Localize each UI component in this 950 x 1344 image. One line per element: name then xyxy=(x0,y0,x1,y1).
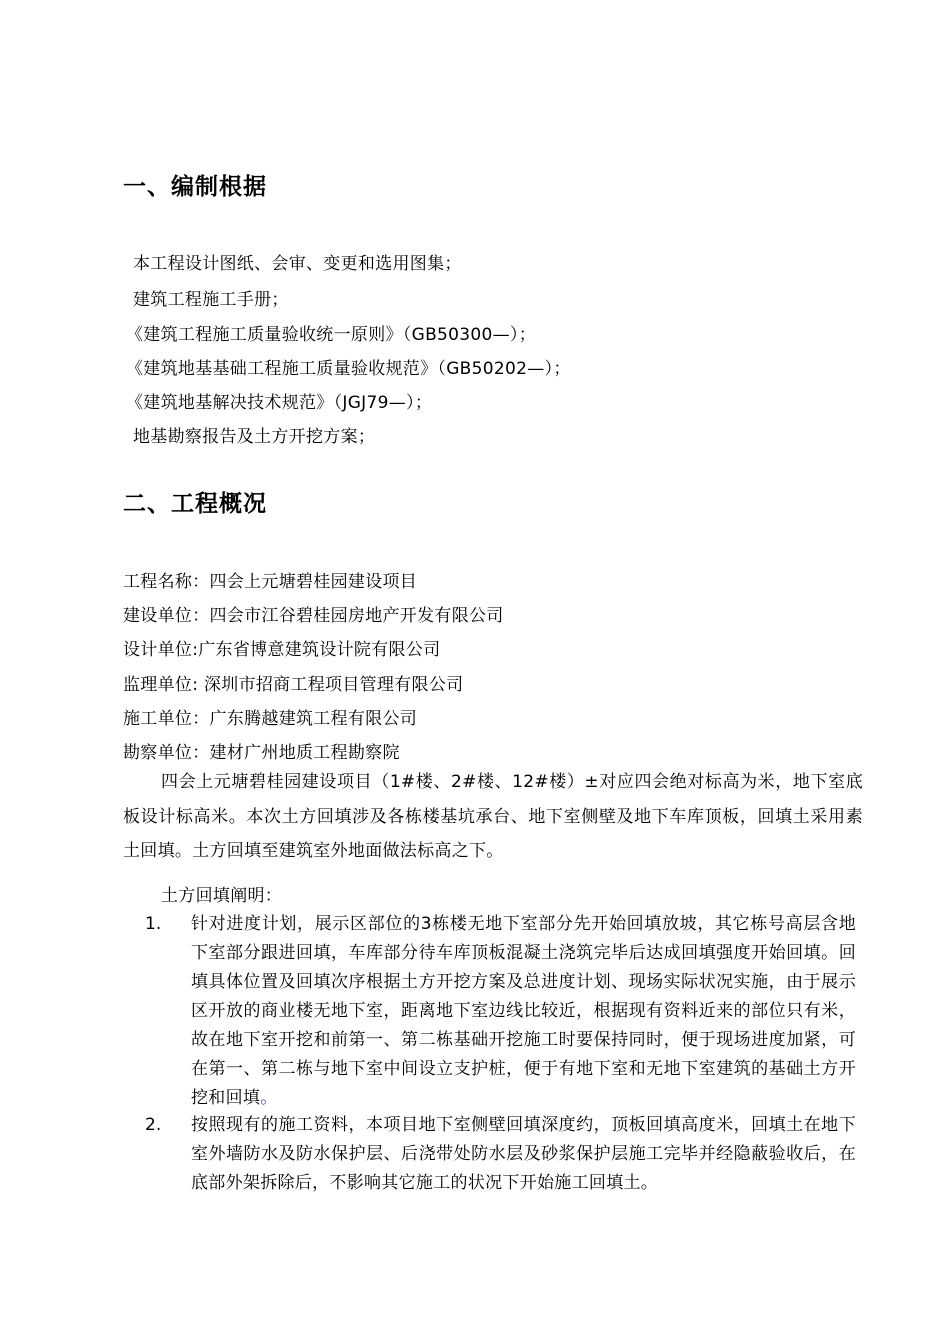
backfill-title: 土方回填阐明： xyxy=(161,886,283,906)
section1-heading: 一、编制根据 xyxy=(123,174,267,200)
info-builder: 建设单位：四会市江谷碧桂园房地产开发有限公司 xyxy=(123,606,504,626)
list-end-mark: 。 xyxy=(260,1088,278,1108)
info-surveyor: 勘察单位：建材广州地质工程勘察院 xyxy=(123,743,400,763)
basis-item-gb50202: 《建筑地基基础工程施工质量验收规范》（GB50202—）； xyxy=(126,359,571,379)
info-designer: 设计单位:广东省博意建筑设计院有限公司 xyxy=(123,640,441,660)
overview-paragraph: 四会上元塘碧桂园建设项目（1#楼、2#楼、12#楼）±对应四会绝对标高为米，地下室底板设计标高米。本次土方回填涉及各栋楼基坑承台、地下室侧壁及地下车库顶板，回填土采用素土回填。土方回填至建筑室外地面做法标高之下。 xyxy=(123,772,863,861)
basis-item-design-drawings: 本工程设计图纸、会审、变更和选用图集； xyxy=(133,254,462,274)
list-text: 按照现有的施工资料，本项目地下室侧壁回填深度约，顶板回填高度米，回填土在地下室外墙防水及防水保护层、后浇带处防水层及砂浆保护层施工完毕并经隐蔽验收后，在底部外架拆除后，不影响其它施工的状况下开始施工回填土。 xyxy=(191,1115,856,1193)
info-supervisor: 监理单位: 深圳市招商工程项目管理有限公司 xyxy=(123,675,464,695)
section2-heading: 二、工程概况 xyxy=(123,491,267,517)
basis-item-jgj79: 《建筑地基解决技术规范》（JGJ79—）； xyxy=(126,393,433,413)
list-text xyxy=(191,910,856,1113)
basis-item-construction-handbook: 建筑工程施工手册； xyxy=(133,290,289,310)
basis-item-gb50300: 《建筑工程施工质量验收统一原则》（GB50300—）； xyxy=(126,325,537,345)
info-project-name: 工程名称：四会上元塘碧桂园建设项目 xyxy=(123,572,418,592)
list-number: 2. xyxy=(145,1115,162,1135)
basis-item-survey-report: 地基勘察报告及土方开挖方案； xyxy=(133,427,376,447)
list-number: 1. xyxy=(145,914,162,934)
info-contractor: 施工单位：广东腾越建筑工程有限公司 xyxy=(123,709,418,729)
list-text-body: 针对进度计划，展示区部位的3栋楼无地下室部分先开始回填放坡，其它栋号高层含地下室部分跟进回填，车库部分待车库顶板混凝土浇筑完毕后达成回填强度开始回填。回填具体位置及回填次序根据土方开挖方案及总进度计划、现场实际状况实施，由于展示区开放的商业楼无地下室，距离地下室边线比较近，根据现有资料近来的部位只有米，故在地下室开挖和前第一、第二栋基础开挖施工时要保持同时，便于现场进度加紧，可在第一、第二栋与地下室中间设立支护桩，便于有地下室和无地下室建筑的基础土方开挖和回填 xyxy=(191,914,856,1108)
